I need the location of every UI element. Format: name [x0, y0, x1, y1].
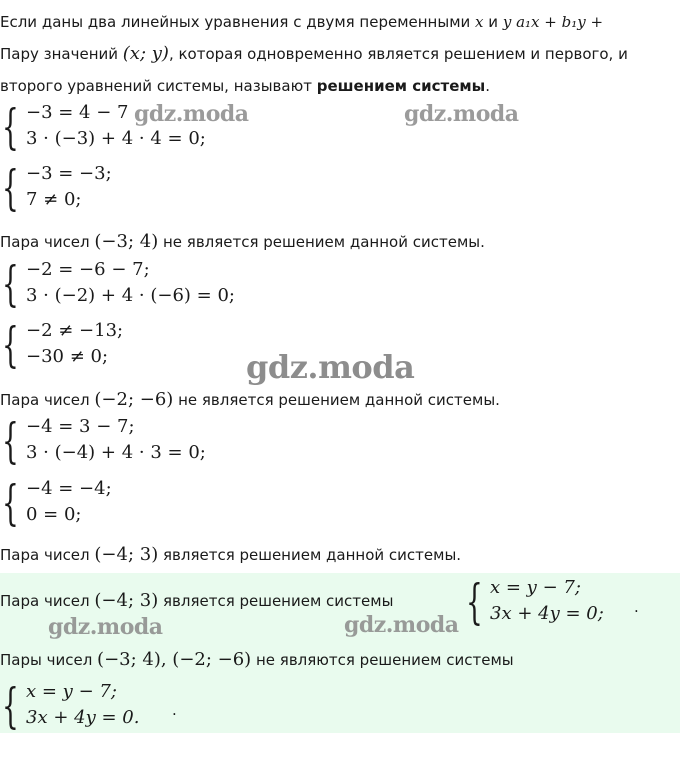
watermark-logo: gdz.moda	[344, 612, 459, 638]
answer-system-1: { x = y − 7; 3x + 4y = 0;	[466, 574, 604, 630]
system-check-1a: { −3 = 4 − 7 3 · (−3) + 4 · 4 = 0;	[2, 99, 206, 155]
intro-line-1: Если даны два линейных уравнения с двумя переменными x и y a₁x + b₁y +	[0, 13, 604, 31]
answer-line-2: Пары чисел (−3; 4), (−2; −6) не являются решением системы	[0, 649, 514, 670]
check-1-result: Пара чисел (−3; 4) не является решением данной системы.	[0, 231, 485, 252]
answer-dot-2: .	[172, 701, 177, 719]
answer-line-1: Пара чисел (−4; 3) является решением системы	[0, 590, 394, 611]
watermark-logo: gdz.moda	[246, 348, 415, 386]
answer-dot-1: .	[634, 598, 639, 616]
system-check-3a: { −4 = 3 − 7; 3 · (−4) + 4 · 3 = 0;	[2, 413, 206, 469]
system-check-2a: { −2 = −6 − 7; 3 · (−2) + 4 · (−6) = 0;	[2, 256, 235, 312]
watermark-logo: gdz.moda	[134, 101, 249, 127]
watermark-logo: gdz.moda	[48, 614, 163, 640]
system-check-1b: { −3 = −3; 7 ≠ 0;	[2, 160, 112, 216]
answer-system-2: { x = y − 7; 3x + 4y = 0.	[2, 678, 140, 734]
system-check-2b: { −2 ≠ −13; −30 ≠ 0;	[2, 317, 124, 373]
intro-line-2: Пару значений (x; y), которая одновременно является решением и первого, и	[0, 43, 628, 64]
check-3-result: Пара чисел (−4; 3) является решением данной системы.	[0, 544, 462, 565]
intro-line-3: второго уравнений системы, называют решением системы.	[0, 77, 491, 95]
system-check-3b: { −4 = −4; 0 = 0;	[2, 475, 112, 531]
check-2-result: Пара чисел (−2; −6) не является решением данной системы.	[0, 389, 500, 410]
watermark-logo: gdz.moda	[404, 101, 519, 127]
